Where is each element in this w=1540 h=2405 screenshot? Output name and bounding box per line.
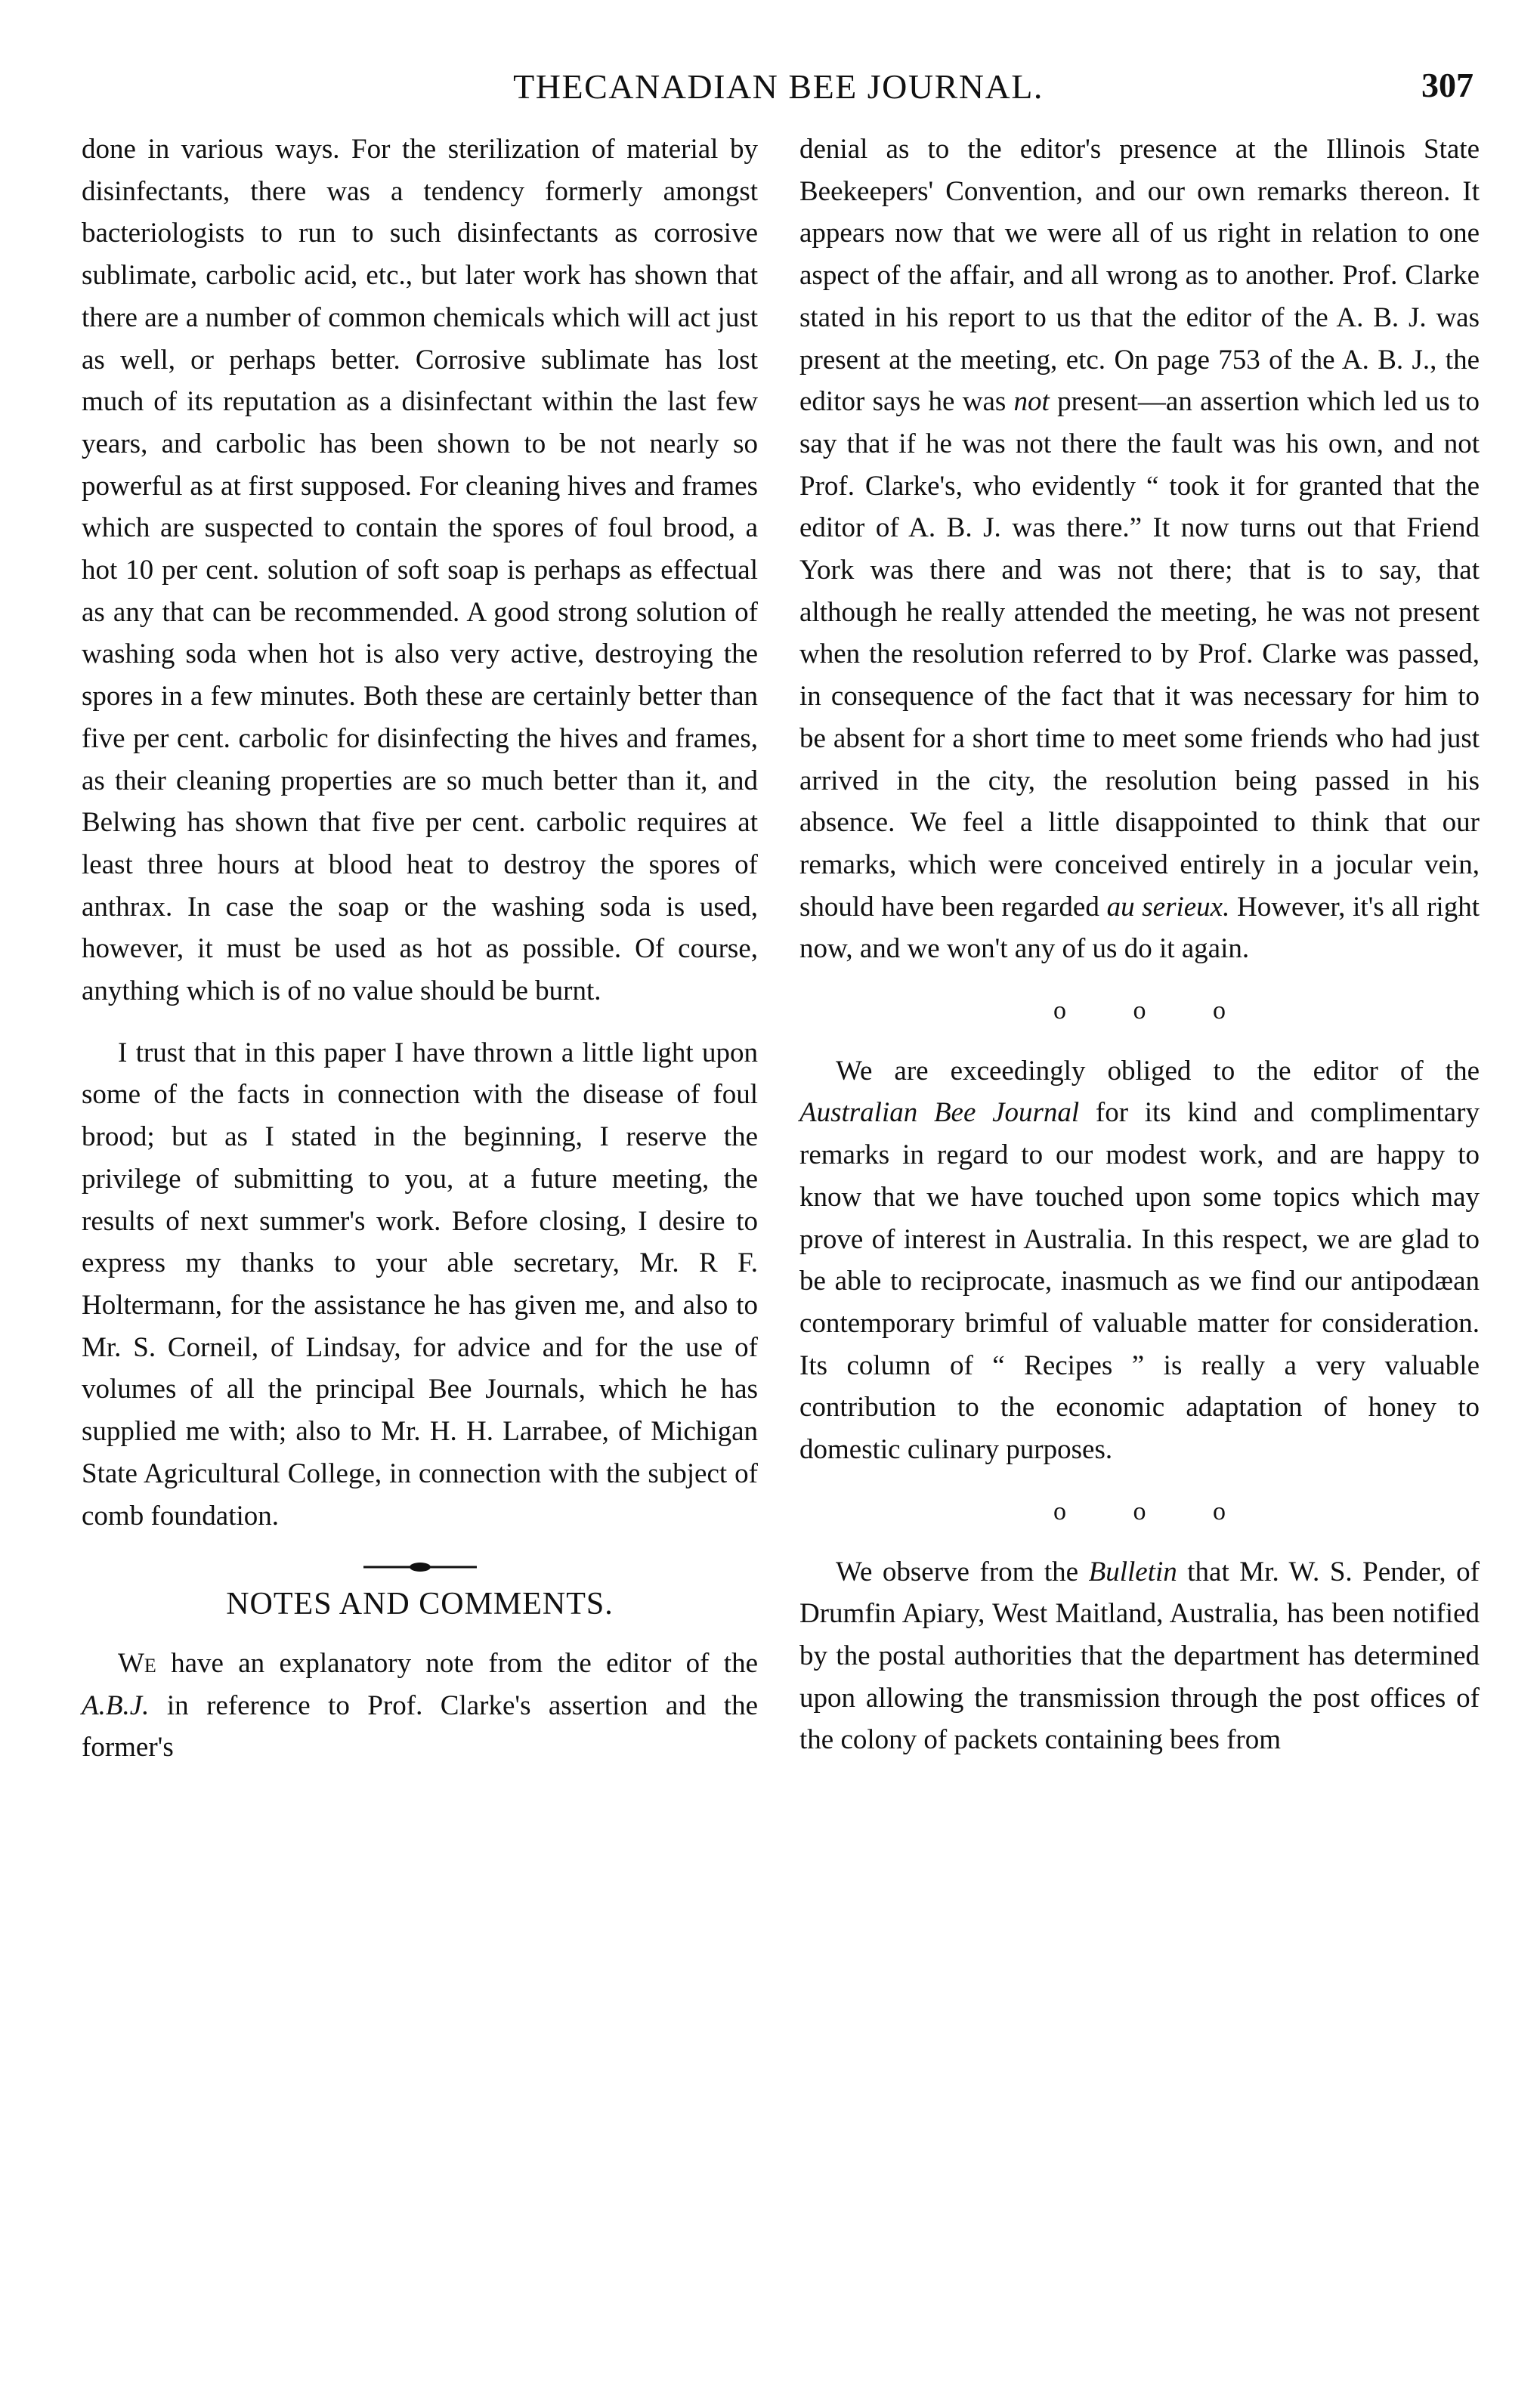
section-heading: NOTES AND COMMENTS. [226,1587,614,1622]
journal-name: Australian Bee Journal [799,1097,1080,1129]
paragraph-closing: I trust that in this paper I have thrown a little light upon some of the facts in connection with the disease of foul brood; but as I stated in the beginning, I reserve the privilege of submitting to you, at a future meeting, the results of next summer's work. Before closing, I desire to express my thanks to your able secretary, Mr. R F. Holtermann, for the assistance he has given me, and also to Mr. S. Corneil, of Lindsay, for advice and for the use of volumes of all the principal Bee Journals, which he has supplied me with; also to Mr. H. H. Larrabee, of Michigan State Agricultural College, in connection with the subject of comb foundation. [82,1037,758,1532]
paragraph-explanatory-note: We have an explanatory note from the editor of the A.B.J. in reference to Prof. Clarke's assertion and the former's [82,1647,758,1764]
section-separator: o o o [1053,1497,1256,1526]
paragraph-bulletin: We observe from the Bulletin that Mr. W. S. Pender, of Drumfin Apiary, West Maitland, Australia, has been notified by the postal authorities that the department has determined upon allowing the transmission through the post offices of the colony of packets containing bees from [799,1556,1480,1756]
lead-word: We [118,1647,156,1679]
right-column [799,128,1480,1781]
journal-title: THECANADIAN BEE JOURNAL. [513,67,1044,106]
left-column [82,128,758,1788]
section-separator: o o o [1053,997,1256,1025]
page-header [68,53,1489,121]
page-number: 307 [1421,66,1474,104]
emphasis-serieux: au serieux. [1106,891,1230,923]
paragraph-disinfectants: done in various ways. For the sterilization of material by disinfectants, there was a tendency formerly amongst bacteriologists to run to such disinfectants as corrosive sublimate, carbolic acid, etc., but later work has shown that there are a number of common chemicals which will act just as well, or perhaps better. Corrosive sublimate has lost much of its reputation as a disinfectant within the last few years, and carbolic has been shown to be not nearly so powerful as at first supposed. For cleaning hives and frames which are suspected to contain the spores of foul brood, a hot 10 per cent. solution of soft soap is perhaps as effectual as any that can be recommended. A good strong solution of washing soda when hot is also very active, destroying the spores in a few minutes. Both these are certainly better than five per cent. carbolic for disinfecting the hives and frames, as their cleaning properties are so much better than it, and Belwing has shown that five per cent. carbolic requires at least three hours at blood heat to destroy the spores of anthrax. In case the soap or the washing soda is used, however, it must be used as hot as possible. Of course, anything which is of no value should be burnt. [82,134,758,1007]
paragraph-australian-journal: We are exceedingly obliged to the editor of the Australian Bee Journal for its kind and complimentary remarks in regard to our modest work, and are happy to know that we have touched upon some topics which may prove of interest in Australia. In this respect, we are glad to be able to reciprocate, inasmuch as we find our antipodæan contemporary brimful of valuable matter for consideration. Its column of “ Recipes ” is really a very valuable contribution to the economic adaptation of honey to domestic culinary purposes. [799,1055,1480,1466]
abj-reference: A.B.J. [82,1689,150,1721]
emphasis-not: not [1013,386,1050,418]
bulletin-name: Bulletin [1088,1556,1177,1587]
paragraph-denial: denial as to the editor's presence at the Illinois State Beekeepers' Convention, and our own remarks thereon. It appears now that we were all of us right in relation to one aspect of the affair, and all wrong as to another. Prof. Clarke stated in his report to us that the editor of the A. B. J. was present at the meeting, etc. On page 753 of the A. B. J., the editor says he was not present—an assertion which led us to say that if he was not there the fault was his own, and not Prof. Clarke's, who evidently “ took it for granted that the editor of A. B. J. was there.” It now turns out that Friend York was there and was not there; that is to say, that although he really attended the meeting, he was not present when the resolution referred to by Prof. Clarke was passed, in consequence of the fact that it was necessary for him to be absent for a short time to meet some friends who had just arrived in the city, the resolution being passed in his absence. We feel a little disappointed to think that our remarks, which were conceived entirely in a jocular vein, should have been regarded au serieux. However, it's all right now, and we won't any of us do it again. [799,134,1480,965]
ornament-divider [363,1560,477,1575]
